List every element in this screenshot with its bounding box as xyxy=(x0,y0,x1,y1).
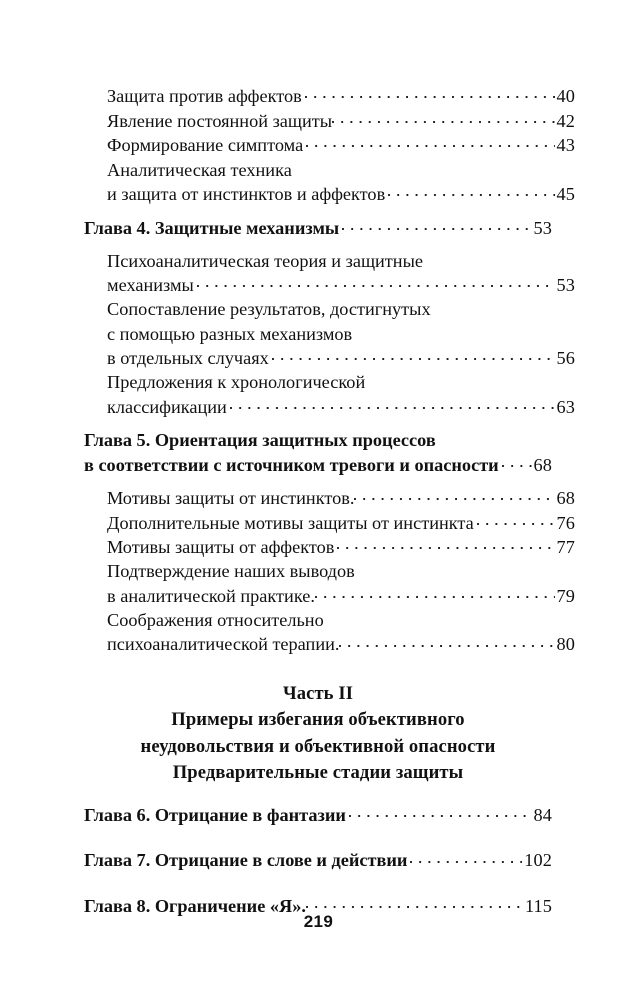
dot-leader xyxy=(306,133,554,151)
page-number: 219 xyxy=(303,912,334,931)
toc-entry-title: Соображения относительно xyxy=(107,609,324,630)
toc-entry-title: Защита против аффектов xyxy=(107,86,302,107)
toc-entry[interactable] xyxy=(84,215,552,240)
toc-entry-title: Психоаналитическая теория и защитные xyxy=(107,250,423,271)
toc-entry-page-number: 84 xyxy=(533,804,552,825)
dot-leader xyxy=(388,182,554,200)
dot-leader xyxy=(477,510,555,528)
dot-leader xyxy=(332,109,554,127)
toc-entry[interactable] xyxy=(84,109,575,134)
toc-entry-page-number: 45 xyxy=(556,184,575,204)
toc-entry-line xyxy=(84,608,575,632)
toc-entry-title: в соответствии с источником тревоги и опасности xyxy=(84,454,499,475)
toc-entry-line-final xyxy=(84,583,575,608)
toc-entry[interactable] xyxy=(84,249,575,298)
dot-leader xyxy=(305,84,555,102)
part-number: Часть II xyxy=(282,682,354,704)
toc-entry-title: механизмы xyxy=(107,275,194,296)
toc-entry-line-final xyxy=(84,346,575,371)
toc-entry-title: Глава 8. Ограничение «Я». xyxy=(84,895,306,916)
toc-entry-line-final xyxy=(84,848,552,873)
toc-entry-line-final xyxy=(84,803,552,828)
toc-entry-page-number: 63 xyxy=(556,396,575,417)
toc-entry-line-final xyxy=(84,182,575,207)
toc-entry-page-number: 115 xyxy=(524,895,552,916)
toc-entry-page-number: 80 xyxy=(556,634,575,655)
toc-entry-line xyxy=(84,428,552,452)
toc-entry-line-final xyxy=(84,510,575,535)
toc-entry[interactable] xyxy=(84,486,575,511)
toc-entry-title: классификации xyxy=(107,396,227,417)
toc-entry-title: Сопоставление результатов, достигнутых xyxy=(107,299,431,320)
toc-entry-line-final xyxy=(84,133,575,158)
toc-entry-page-number: 68 xyxy=(533,454,552,475)
part-heading xyxy=(84,681,552,787)
toc-entry[interactable] xyxy=(84,608,575,657)
toc-entry-title: Аналитическая техника xyxy=(107,159,292,180)
toc-entry-title: с помощью разных механизмов xyxy=(107,323,353,344)
toc-entry[interactable] xyxy=(84,133,575,158)
toc-entry-line xyxy=(84,158,575,182)
toc-entry-line xyxy=(84,249,575,273)
dot-leader xyxy=(502,452,532,470)
toc-entry-title: Глава 6. Отрицание в фантазии xyxy=(84,804,346,825)
toc-entry-title: и защита от инстинктов и аффектов xyxy=(107,184,386,204)
toc-tail-entry-list xyxy=(84,803,552,919)
toc-entry-title: в отдельных случаях xyxy=(107,348,269,369)
toc-entry-page-number: 40 xyxy=(556,86,575,107)
toc-entry-line xyxy=(84,322,575,346)
toc-entry-line-final xyxy=(84,452,552,477)
toc-entry-title: в аналитической практике. xyxy=(107,585,315,606)
toc-entry-title: психоаналитической терапии. xyxy=(107,634,340,655)
toc-entry-line-final xyxy=(84,109,575,134)
dot-leader xyxy=(230,395,555,413)
dot-leader xyxy=(315,583,555,601)
dot-leader xyxy=(339,632,554,650)
toc-entry[interactable] xyxy=(84,510,575,535)
part-title-line: Примеры избегания объективного xyxy=(171,709,465,731)
dot-leader xyxy=(342,215,531,233)
spacer xyxy=(84,206,552,215)
toc-entry-line-final xyxy=(84,273,575,298)
toc-entry-title: Глава 4. Защитные механизмы xyxy=(84,217,340,238)
toc-entry-line-final xyxy=(84,535,575,560)
toc-entry-page-number: 79 xyxy=(556,585,575,606)
dot-leader xyxy=(354,486,554,504)
toc-entry-title: Дополнительные мотивы защиты от инстинкта xyxy=(107,512,474,533)
toc-entry-page-number: 42 xyxy=(556,110,575,131)
toc-entry[interactable] xyxy=(84,428,552,477)
toc-entry-title: Явление постоянной защиты xyxy=(107,110,333,131)
toc-entry[interactable] xyxy=(84,158,575,207)
toc-entry-page-number: 56 xyxy=(556,348,575,369)
toc-entry-title: Глава 7. Отрицание в слове и действии xyxy=(84,850,408,871)
spacer xyxy=(84,477,552,486)
part-title-line: неудовольствия и объективной опасности xyxy=(140,735,496,757)
toc-entry-page-number: 102 xyxy=(524,850,552,871)
spacer xyxy=(84,419,552,428)
toc-entry-page-number: 53 xyxy=(556,275,575,296)
toc-entry-line-final xyxy=(84,395,575,420)
toc-entry-line-final xyxy=(84,632,575,657)
toc-entry-page-number: 43 xyxy=(556,135,575,156)
toc-entry-title: Мотивы защиты от аффектов xyxy=(107,537,335,558)
dot-leader xyxy=(337,535,554,553)
toc-entry-list xyxy=(84,84,575,657)
toc-entry[interactable] xyxy=(84,84,575,109)
dot-leader xyxy=(349,803,532,821)
toc-entry-page-number: 53 xyxy=(533,217,552,238)
toc-entry-line xyxy=(84,370,575,394)
toc-entry-title: Глава 5. Ориентация защитных процессов xyxy=(84,430,436,451)
dot-leader xyxy=(306,894,523,912)
dot-leader xyxy=(272,346,555,364)
toc-entry[interactable] xyxy=(84,848,552,873)
toc-entry[interactable] xyxy=(84,559,575,608)
toc-entry[interactable] xyxy=(84,803,552,828)
toc-entry-page-number: 77 xyxy=(556,537,575,558)
dot-leader xyxy=(197,273,555,291)
part-title-line: Предварительные стадии защиты xyxy=(172,762,464,784)
toc-entry-line-final xyxy=(84,84,575,109)
toc-entry[interactable] xyxy=(84,370,575,419)
toc-entry-line xyxy=(84,559,575,583)
toc-entry[interactable] xyxy=(84,535,575,560)
table-of-contents xyxy=(84,84,575,918)
toc-entry-title: Мотивы защиты от инстинктов. xyxy=(107,488,355,509)
toc-entry-line xyxy=(84,297,575,321)
toc-entry-title: Формирование симптома xyxy=(107,135,304,156)
toc-entry-title: Подтверждение наших выводов xyxy=(107,561,355,582)
dot-leader xyxy=(410,848,522,866)
toc-entry-line-final xyxy=(84,215,552,240)
spacer xyxy=(84,240,552,249)
toc-entry-title: Предложения к хронологической xyxy=(107,372,366,393)
toc-entry-page-number: 76 xyxy=(556,512,575,533)
toc-entry-page-number: 68 xyxy=(556,488,575,509)
toc-entry-line-final xyxy=(84,486,575,511)
toc-entry[interactable] xyxy=(84,297,575,370)
